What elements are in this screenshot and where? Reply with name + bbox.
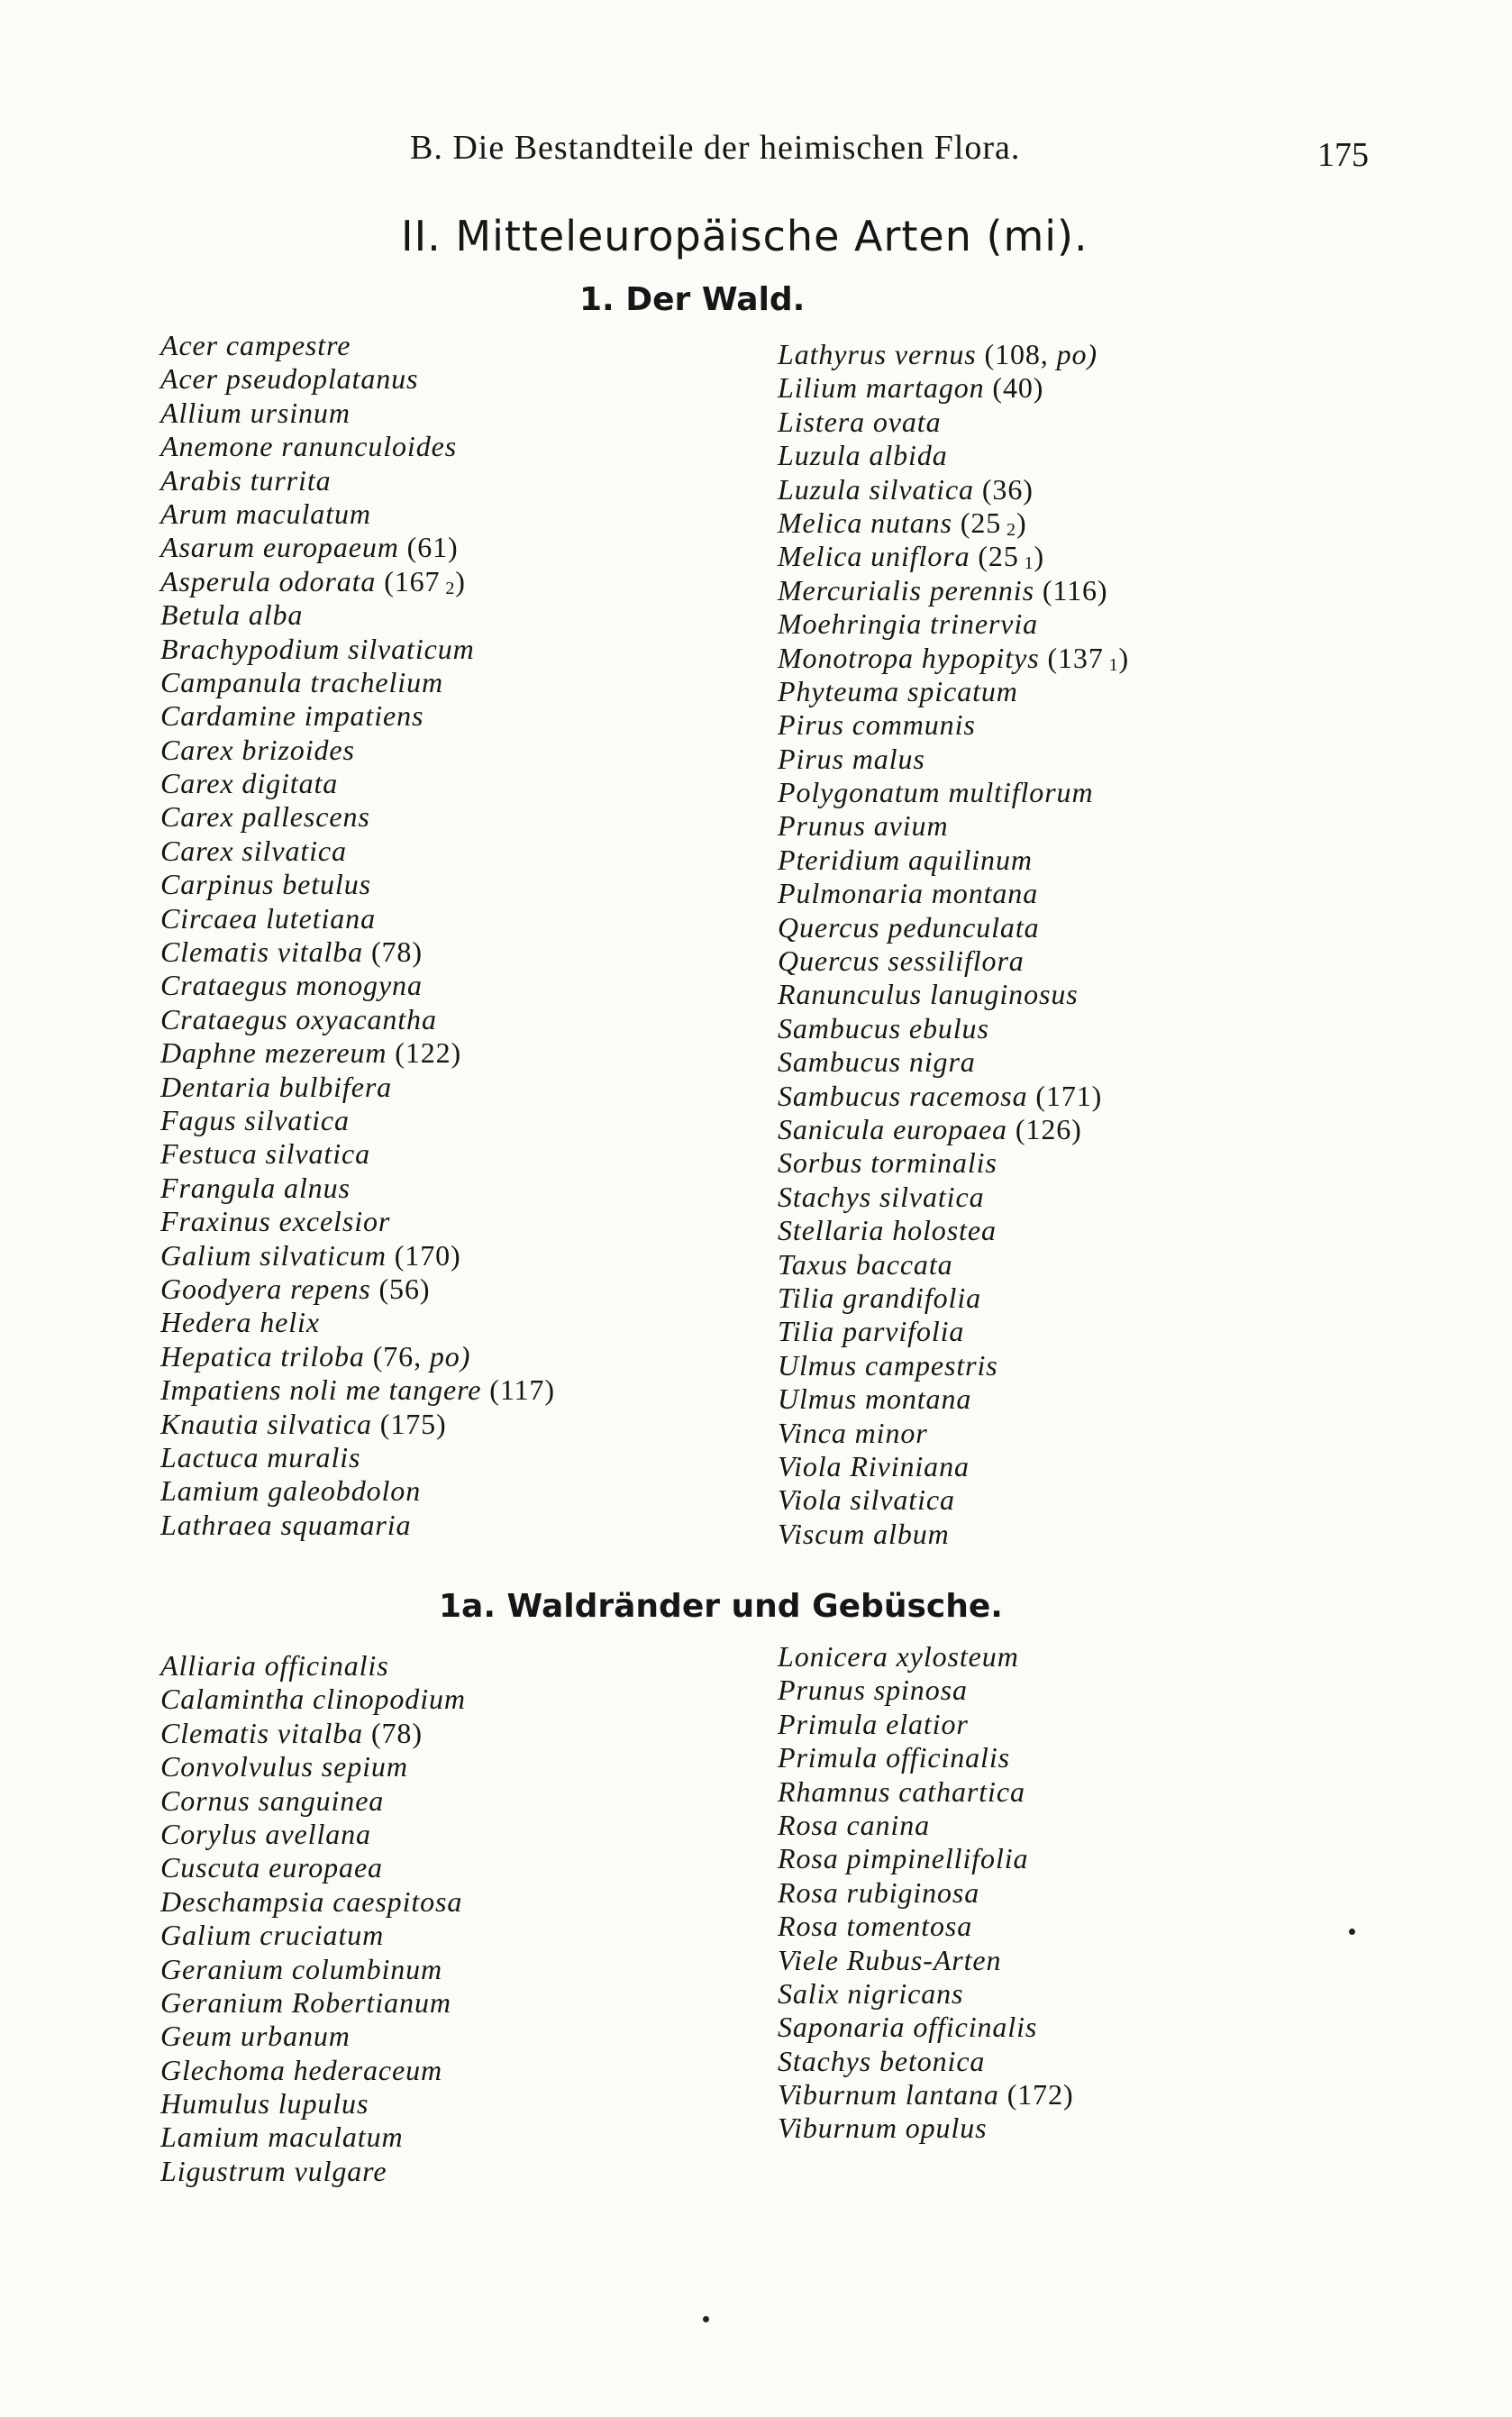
species-reference: (175) [371, 1407, 447, 1440]
species-name: Geranium Robertianum [160, 1985, 451, 2019]
species-name: Rhamnus cathartica [778, 1774, 1025, 1808]
species-reference-index: 2 [1001, 519, 1016, 540]
species-entry [778, 1518, 1129, 1551]
species-name: Lathraea squamaria [160, 1508, 412, 1541]
species-entry [778, 944, 1129, 978]
species-name: Carex pallescens [160, 800, 370, 834]
species-entry [160, 1784, 466, 1818]
species-entry [778, 809, 1129, 843]
species-name: Arum maculatum [160, 497, 371, 530]
species-name: Clematis vitalba [160, 1716, 364, 1749]
species-name: Deschampsia caespitosa [160, 1884, 463, 1918]
species-entry [778, 743, 1129, 776]
species-entry [160, 598, 555, 632]
species-entry [160, 902, 555, 935]
species-name: Galium cruciatum [160, 1919, 385, 1952]
species-entry [778, 1775, 1074, 1809]
species-reference-index: 1 [1103, 654, 1119, 675]
species-entry [778, 1450, 1129, 1483]
species-name: Vinca minor [778, 1416, 928, 1449]
waldraender-species-list-left [160, 1649, 466, 2188]
species-entry [778, 2045, 1074, 2078]
species-name: Dentaria bulbifera [160, 1070, 393, 1103]
species-name: Acer campestre [160, 329, 351, 361]
species-entry [160, 1373, 555, 1407]
species-reference: (25 [970, 540, 1019, 573]
species-entry [778, 2078, 1074, 2111]
species-entry [160, 1071, 555, 1104]
species-name: Rosa pimpinellifolia [778, 1842, 1029, 1875]
species-entry [778, 1146, 1129, 1180]
species-name: Taxus baccata [778, 1247, 953, 1281]
species-entry [778, 1842, 1074, 1875]
species-entry [160, 1683, 466, 1716]
species-name: Fraxinus excelsior [160, 1205, 391, 1238]
species-name: Calamintha clinopodium [160, 1683, 466, 1716]
species-reference: (126) [1006, 1112, 1082, 1145]
species-name: Sorbus torminalis [778, 1146, 997, 1180]
species-entry [778, 1012, 1129, 1045]
species-entry [160, 734, 555, 767]
species-entry [160, 1239, 555, 1272]
species-reference: (170) [386, 1238, 461, 1272]
species-name: Ulmus montana [778, 1382, 972, 1416]
species-entry [160, 1003, 555, 1036]
species-name: Lathyrus vernus [778, 338, 977, 370]
species-name: Melica nutans [778, 506, 952, 539]
species-entry [160, 1885, 466, 1919]
species-entry [160, 1340, 555, 1373]
species-reference-index: 1 [1018, 553, 1034, 574]
species-name: Lonicera xylosteum [778, 1640, 1019, 1673]
species-reference: (25 [952, 506, 1002, 539]
species-entry [160, 800, 555, 834]
species-entry [160, 1818, 466, 1851]
species-name: Lamium maculatum [160, 2121, 404, 2154]
species-reference: (167 [376, 564, 441, 597]
species-name: Luzula silvatica [778, 472, 974, 506]
species-reference: (78) [363, 1716, 423, 1749]
species-entry [160, 1441, 555, 1474]
species-entry [160, 497, 555, 531]
page-number: 175 [1317, 136, 1369, 174]
species-name: Quercus pedunculata [778, 910, 1040, 944]
species-entry [160, 1750, 466, 1783]
species-entry [778, 1483, 1129, 1517]
species-name: Allium ursinum [160, 396, 351, 429]
species-name: Viscum album [778, 1517, 950, 1550]
subheading-wald: 1. Der Wald. [579, 281, 806, 318]
species-name: Pulmonaria montana [778, 877, 1039, 910]
species-name: Saponaria officinalis [778, 2011, 1038, 2044]
species-name: Fagus silvatica [160, 1103, 350, 1136]
species-entry [778, 776, 1129, 809]
species-reference-close: ) [455, 564, 466, 597]
species-entry [778, 911, 1129, 944]
species-entry [778, 675, 1129, 708]
species-name: Acer pseudoplatanus [160, 362, 419, 396]
species-name: Cardamine impatiens [160, 699, 424, 733]
species-entry [778, 978, 1129, 1011]
species-entry [160, 1306, 555, 1339]
species-entry [160, 935, 555, 969]
section-title: II. Mitteleuropäische Arten (mi). [401, 212, 1088, 260]
species-name: Ranunculus lanuginosus [778, 978, 1079, 1011]
species-name: Quercus sessiliflora [778, 944, 1025, 978]
species-name: Pirus malus [778, 742, 925, 775]
species-name: Impatiens noli me tangere [160, 1373, 482, 1407]
species-name: Viburnum lantana [778, 2078, 999, 2111]
species-entry [778, 1113, 1129, 1146]
species-name: Cornus sanguinea [160, 1783, 385, 1817]
species-entry [778, 473, 1129, 506]
species-entry [160, 565, 555, 598]
species-name: Primula officinalis [778, 1741, 1010, 1774]
species-name: Campanula trachelium [160, 665, 443, 698]
species-entry [778, 2111, 1074, 2145]
species-name: Alliaria officinalis [160, 1649, 389, 1682]
species-entry [778, 642, 1129, 675]
species-entry [778, 1417, 1129, 1450]
species-name: Brachypodium silvaticum [160, 632, 475, 665]
species-entry [160, 1717, 466, 1750]
species-name: Carex digitata [160, 767, 339, 800]
species-entry [160, 1137, 555, 1171]
species-name: Anemone ranunculoides [160, 430, 458, 463]
species-entry [160, 699, 555, 733]
species-reference: (40) [984, 371, 1044, 405]
species-reference: (56) [370, 1272, 431, 1305]
print-speck [1349, 1929, 1355, 1935]
species-reference-index: 2 [440, 578, 456, 598]
species-name: Stachys silvatica [778, 1180, 985, 1213]
species-name: Hedera helix [160, 1306, 320, 1339]
species-entry [778, 506, 1129, 540]
species-entry [160, 1104, 555, 1137]
species-name: Sanicula europaea [778, 1112, 1007, 1145]
species-entry [778, 607, 1129, 641]
species-name: Tilia parvifolia [778, 1315, 965, 1348]
species-entry [160, 1172, 555, 1205]
wald-species-list-left [160, 329, 555, 1542]
species-entry [160, 1649, 466, 1683]
waldraender-species-list-right [778, 1640, 1074, 2146]
species-name: Lamium galeobdolon [160, 1474, 422, 1508]
species-reference: (137 [1039, 641, 1104, 674]
species-name: Carex brizoides [160, 733, 355, 766]
running-header: B. Die Bestandteile der heimischen Flora. [410, 129, 1021, 167]
species-name: Viele Rubus-Arten [778, 1943, 1002, 1976]
species-reference: (116) [1034, 573, 1108, 607]
species-entry [778, 1944, 1074, 1977]
species-name: Lilium martagon [778, 371, 985, 405]
species-entry [160, 1919, 466, 1952]
species-entry [778, 1809, 1074, 1842]
species-entry [778, 1181, 1129, 1214]
species-reference: (78) [363, 935, 423, 969]
species-reference-close: ) [1118, 641, 1130, 674]
species-entry [778, 1248, 1129, 1281]
species-entry [778, 406, 1129, 439]
species-name: Humulus lupulus [160, 2087, 369, 2121]
species-name: Clematis vitalba [160, 935, 364, 969]
species-name: Arabis turrita [160, 463, 332, 497]
species-name: Rosa canina [778, 1808, 930, 1841]
species-name: Melica uniflora [778, 540, 970, 573]
print-speck [703, 2316, 709, 2322]
species-reference: (108, [976, 338, 1057, 370]
species-entry [160, 835, 555, 868]
species-name: Stellaria holostea [778, 1214, 997, 1247]
species-entry [160, 1272, 555, 1306]
species-entry [778, 439, 1129, 472]
species-name: Rosa tomentosa [778, 1910, 973, 1943]
species-name: Primula elatior [778, 1707, 969, 1740]
species-entry [160, 868, 555, 901]
species-entry [160, 362, 555, 396]
species-entry [160, 969, 555, 1002]
species-reference: (76, [364, 1339, 430, 1373]
species-entry [778, 1315, 1129, 1348]
species-entry [160, 633, 555, 666]
species-entry [160, 464, 555, 497]
species-entry [160, 666, 555, 699]
species-reference-close: po) [1056, 338, 1098, 370]
species-entry [160, 1986, 466, 2020]
species-entry [160, 430, 555, 463]
species-entry [160, 1408, 555, 1441]
species-entry [778, 1214, 1129, 1247]
species-name: Moehringia trinervia [778, 607, 1039, 641]
species-name: Crataegus monogyna [160, 969, 423, 1002]
species-entry [160, 329, 555, 362]
species-name: Glechoma hederaceum [160, 2053, 442, 2086]
species-entry [160, 397, 555, 430]
species-entry [778, 1382, 1129, 1416]
species-entry [778, 1741, 1074, 1774]
species-name: Asperula odorata [160, 564, 377, 597]
species-entry [778, 540, 1129, 573]
species-name: Salix nigricans [778, 1976, 964, 2010]
species-entry [778, 1281, 1129, 1315]
species-name: Corylus avellana [160, 1817, 371, 1850]
species-entry [778, 1349, 1129, 1382]
species-entry [778, 844, 1129, 877]
species-name: Ulmus campestris [778, 1348, 998, 1382]
species-name: Viola Riviniana [778, 1449, 970, 1482]
species-name: Rosa rubiginosa [778, 1875, 980, 1909]
species-name: Ligustrum vulgare [160, 2154, 387, 2187]
species-name: Prunus spinosa [778, 1674, 968, 1707]
species-reference-close: po) [429, 1339, 471, 1373]
species-entry [160, 1036, 555, 1070]
species-name: Sambucus racemosa [778, 1079, 1028, 1112]
species-name: Cuscuta europaea [160, 1851, 383, 1884]
species-reference: (172) [998, 2078, 1074, 2111]
species-reference: (117) [481, 1373, 555, 1407]
species-name: Knautia silvatica [160, 1407, 372, 1440]
species-name: Hepatica triloba [160, 1339, 365, 1373]
species-name: Monotropa hypopitys [778, 641, 1040, 674]
species-name: Tilia grandifolia [778, 1281, 982, 1314]
species-name: Pirus communis [778, 708, 976, 742]
species-reference-close: ) [1016, 506, 1027, 539]
species-entry [160, 531, 555, 564]
species-name: Listera ovata [778, 405, 942, 438]
species-name: Carpinus betulus [160, 868, 371, 901]
species-name: Viburnum opulus [778, 2111, 988, 2145]
species-name: Polygonatum multiflorum [778, 776, 1094, 809]
species-entry [160, 2155, 466, 2188]
species-name: Stachys betonica [778, 2044, 986, 2077]
species-name: Viola silvatica [778, 1483, 955, 1517]
species-name: Betula alba [160, 598, 304, 632]
species-name: Prunus avium [778, 809, 949, 843]
species-entry [160, 1509, 555, 1542]
species-entry [160, 1953, 466, 1986]
species-entry [778, 338, 1129, 371]
species-name: Circaea lutetiana [160, 901, 376, 935]
species-name: Daphne mezereum [160, 1036, 387, 1070]
species-entry [778, 1876, 1074, 1910]
species-entry [160, 2020, 466, 2053]
species-name: Pteridium aquilinum [778, 843, 1033, 876]
species-entry [778, 877, 1129, 910]
wald-species-list-right [778, 338, 1129, 1551]
species-name: Crataegus oxyacantha [160, 1002, 437, 1035]
species-name: Goodyera repens [160, 1272, 371, 1305]
species-name: Galium silvaticum [160, 1238, 387, 1272]
species-reference: (36) [973, 472, 1034, 506]
species-name: Geranium columbinum [160, 1952, 443, 1985]
species-entry [778, 1080, 1129, 1113]
species-entry [778, 1674, 1074, 1707]
species-entry [778, 1977, 1074, 2011]
species-reference: (122) [387, 1036, 462, 1070]
subheading-waldraender: 1a. Waldränder und Gebüsche. [439, 1588, 1003, 1625]
species-name: Carex silvatica [160, 834, 347, 867]
species-name: Asarum europaeum [160, 531, 399, 564]
species-name: Mercurialis perennis [778, 573, 1034, 607]
species-reference: (61) [398, 531, 459, 564]
species-name: Festuca silvatica [160, 1137, 371, 1171]
species-entry [778, 2011, 1074, 2044]
species-entry [160, 1205, 555, 1238]
species-entry [160, 2054, 466, 2087]
species-name: Luzula albida [778, 439, 948, 472]
species-entry [160, 2121, 466, 2154]
species-name: Frangula alnus [160, 1171, 351, 1204]
species-entry [778, 1045, 1129, 1079]
species-name: Phyteuma spicatum [778, 674, 1018, 707]
species-reference-close: ) [1034, 540, 1045, 573]
species-name: Sambucus ebulus [778, 1011, 989, 1044]
species-entry [160, 1851, 466, 1884]
species-entry [778, 1708, 1074, 1741]
species-entry [778, 1640, 1074, 1674]
species-name: Sambucus nigra [778, 1045, 976, 1079]
species-entry [778, 574, 1129, 607]
species-entry [778, 1910, 1074, 1943]
species-entry [778, 371, 1129, 405]
species-entry [160, 2087, 466, 2121]
species-name: Geum urbanum [160, 2020, 351, 2053]
species-entry [160, 1474, 555, 1508]
species-entry [160, 767, 555, 800]
species-name: Lactuca muralis [160, 1440, 361, 1473]
species-name: Convolvulus sepium [160, 1750, 408, 1783]
species-entry [778, 708, 1129, 742]
species-reference: (171) [1027, 1079, 1103, 1112]
